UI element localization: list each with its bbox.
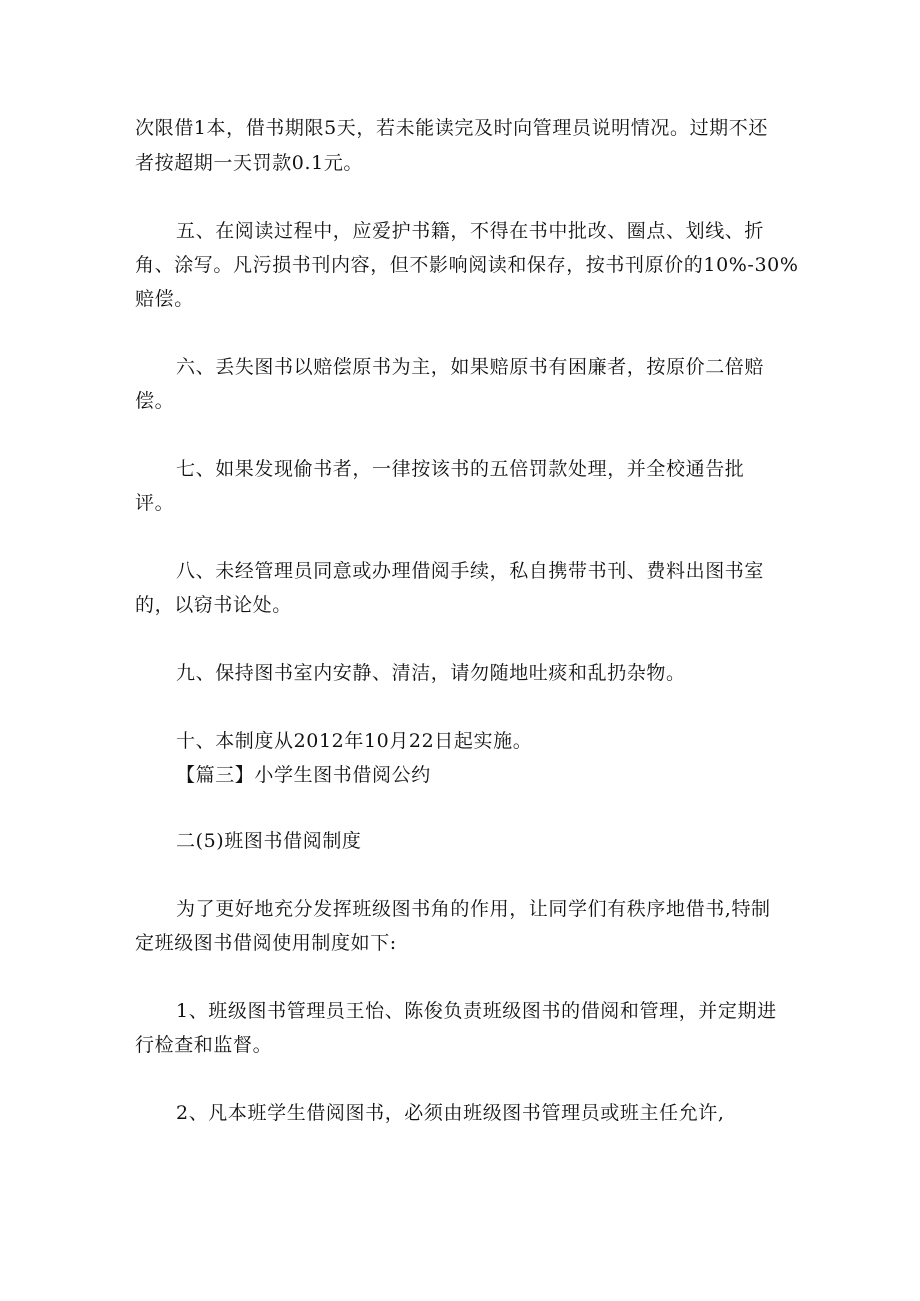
text-line: 九、保持图书室内安静、清洁，请勿随地吐痰和乱扔杂物。 [176, 662, 686, 684]
text-line: 偿。 [135, 390, 175, 412]
text-line: 为了更好地充分发挥班级图书角的作用，让同学们有秩序地借书,特制 [176, 898, 771, 920]
text-line: 者按超期一天罚款0.1元。 [135, 152, 364, 174]
text-line: 五、在阅读过程中，应爱护书籍，不得在书中批改、圈点、划线、折 [176, 220, 765, 242]
text-line: 十、本制度从2012年10月22日起实施。 [176, 730, 533, 752]
text-line: 定班级图书借阅使用制度如下: [135, 932, 397, 954]
text-line: 行检查和监督。 [135, 1034, 273, 1056]
text-line: 赔偿。 [135, 288, 194, 310]
text-line: 七、如果发现偷书者，一律按该书的五倍罚款处理，并全校通告批 [176, 458, 745, 480]
text-line: 的，以窃书论处。 [135, 594, 292, 616]
text-line: 八、未经管理员同意或办理借阅手续，私自携带书刊、费料出图书室 [176, 560, 765, 582]
text-line: 2、凡本班学生借阅图书，必须由班级图书管理员或班主任允许, [176, 1102, 725, 1124]
text-line: 角、涂写。凡污损书刊内容，但不影响阅读和保存，按书刊原价的10%-30% [135, 254, 799, 276]
text-line: 评。 [135, 492, 175, 514]
text-line: 1、班级图书管理员王怡、陈俊负责班级图书的借阅和管理，并定期进 [176, 1000, 777, 1022]
text-line: 次限借1本，借书期限5天，若未能读完及时向管理员说明情况。过期不还 [135, 117, 768, 139]
section-heading: 【篇三】小学生图书借阅公约 [176, 764, 431, 786]
section-subtitle: 二(5)班图书借阅制度 [176, 830, 362, 852]
text-line: 六、丢失图书以赔偿原书为主，如果赔原书有困廉者，按原价二倍赔 [176, 356, 765, 378]
